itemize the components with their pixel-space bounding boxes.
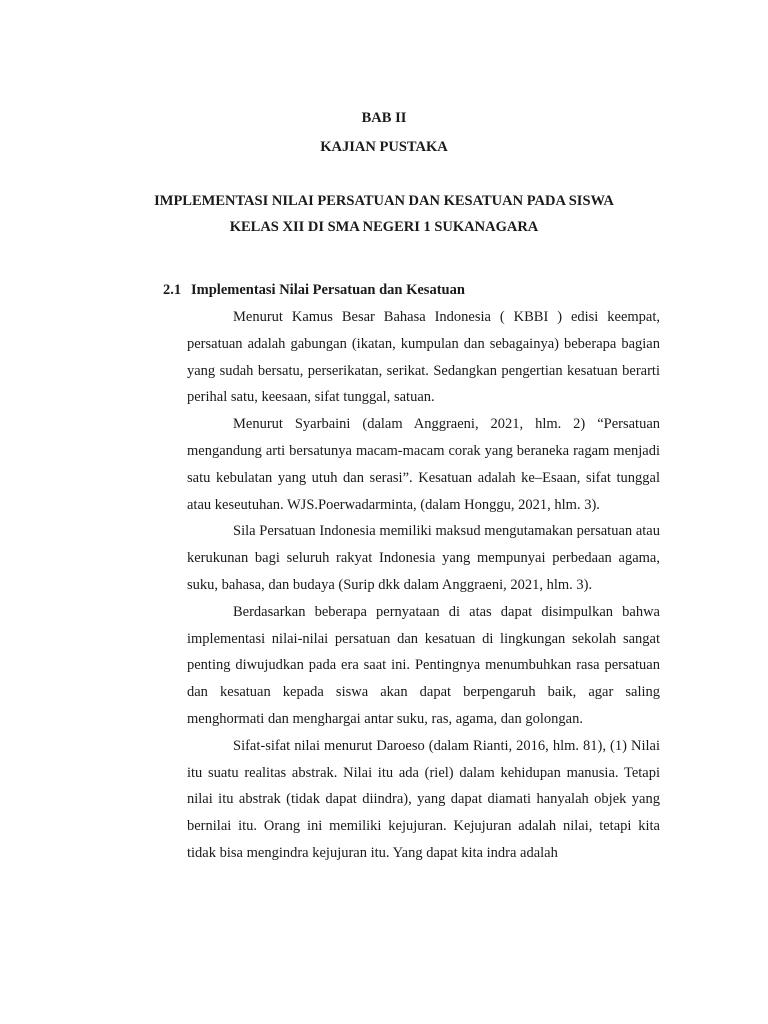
paragraph: Menurut Syarbaini (dalam Anggraeni, 2021, hlm. 2) “Persatuan mengandung arti bersatunya macam-macam corak yang beraneka ragam menjadi satu kebulatan yang utuh dan serasi”. Kesatuan adalah ke–Esaan, sifat tunggal atau keseutuhan. WJS.Poerwadarminta, (dalam Honggu, 2021, hlm. 3). (187, 416, 660, 513)
section-heading (163, 281, 465, 299)
section-title: Implementasi Nilai Persatuan dan Kesatuan (191, 282, 465, 298)
paragraph: Sifat-sifat nilai menurut Daroeso (dalam Rianti, 2016, hlm. 81), (1) Nilai itu suatu realitas abstrak. Nilai itu ada (riel) dalam kehidupan manusia. Tetapi nilai itu abstrak (tidak dapat diindra), yang dapat diamati hanyalah objek yang bernilai itu. Orang ini memiliki kejujuran. Kejujuran adalah nilai, tetapi kita tidak bisa mengindra kejujuran itu. Yang dapat kita indra adalah (187, 737, 660, 861)
body-text (187, 304, 660, 867)
paragraph: Berdasarkan beberapa pernyataan di atas dapat disimpulkan bahwa implementasi nilai-nilai persatuan dan kesatuan di lingkungan sekolah sangat penting diwujudkan pada era saat ini. Pentingnya menumbuhkan rasa persatuan dan kesatuan kepada siswa akan dapat berpengaruh baik, agar saling menghormati dan menghargai antar suku, ras, agama, dan golongan. (187, 603, 660, 727)
chapter-title: KAJIAN PUSTAKA (320, 139, 448, 155)
thesis-title-line-2: KELAS XII DI SMA NEGERI 1 SUKANAGARA (229, 219, 539, 235)
section-number: 2.1 (163, 282, 182, 298)
chapter-label: BAB II (361, 110, 407, 126)
paragraph: Menurut Kamus Besar Bahasa Indonesia ( KBBI ) edisi keempat, persatuan adalah gabungan (ikatan, kumpulan dan sebagainya) beberapa bagian yang sudah bersatu, perserikatan, serikat. Sedangkan pengertian kesatuan berarti perihal satu, keesaan, sifat tunggal, satuan. (187, 309, 660, 406)
thesis-title-line-1: IMPLEMENTASI NILAI PERSATUAN DAN KESATUAN PADA SISWA (154, 193, 614, 209)
paragraph: Sila Persatuan Indonesia memiliki maksud mengutamakan persatuan atau kerukunan bagi seluruh rakyat Indonesia yang mempunyai perbedaan agama, suku, bahasa, dan budaya (Surip dkk dalam Anggraeni, 2021, hlm. 3). (187, 523, 660, 593)
